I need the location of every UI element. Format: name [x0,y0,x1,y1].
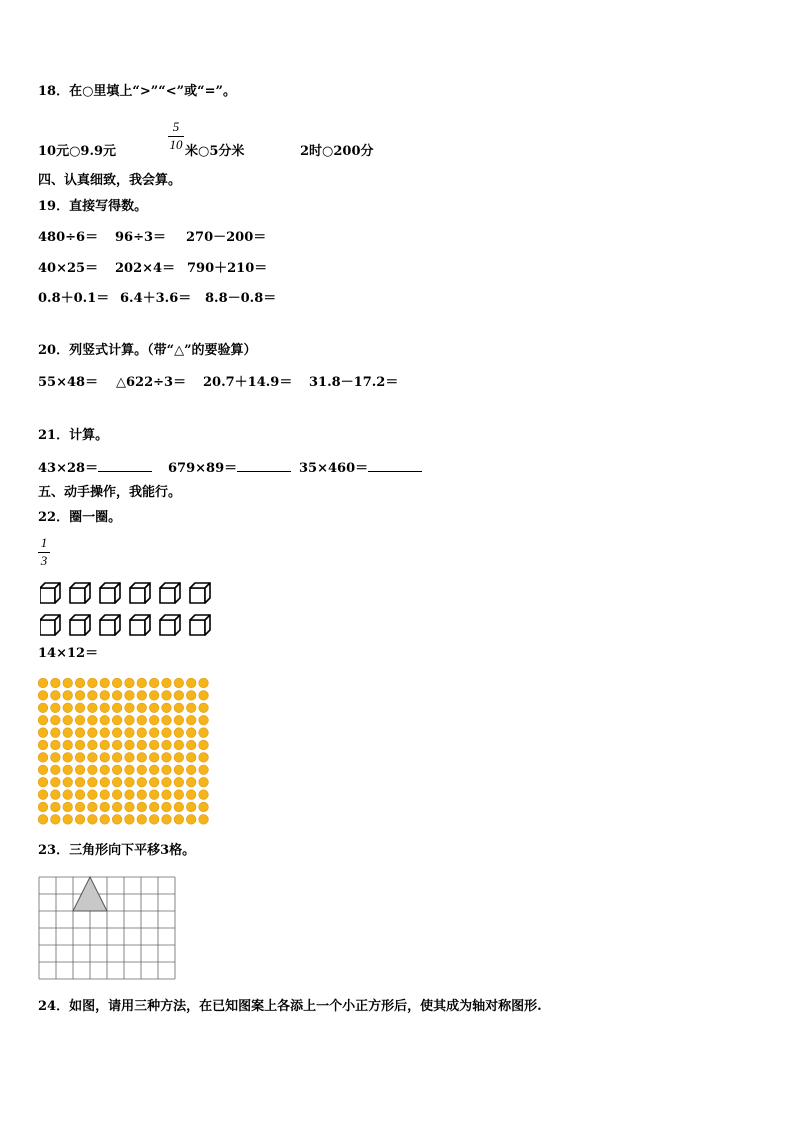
q19-r2-c2: 202×4＝ [115,261,176,276]
q19-r1-c1: 480÷6＝ [38,230,99,245]
dot-icon [112,703,122,713]
cube-icon [40,615,60,635]
dot-icon [38,728,48,738]
dot-icon [75,715,85,725]
dot-icon [162,765,172,775]
dot-icon [63,790,73,800]
dot-icon [186,715,196,725]
q21-item-3-text: 35×460＝ [299,461,369,476]
dot-icon [125,790,135,800]
dot-icon [137,703,147,713]
q21-item-2 [168,459,291,477]
dot-icon [88,678,98,688]
dot-icon [63,691,73,701]
dot-icon [38,703,48,713]
dot-icon [186,691,196,701]
dot-icon [51,802,61,812]
q20-item-3: 20.7＋14.9＝ [203,375,293,390]
dot-icon [100,740,110,750]
dot-icon [63,765,73,775]
q20-item-4: 31.8－17.2＝ [309,375,399,390]
dot-icon [112,777,122,787]
dot-icon [63,815,73,825]
q22-prompt: 22．圈一圈。 [38,510,122,525]
dot-icon [174,728,184,738]
dot-icon [149,728,159,738]
dot-icon [199,777,209,787]
dot-icon [88,790,98,800]
dot-icon [137,728,147,738]
cube-icon [160,583,180,603]
dot-icon [88,691,98,701]
dot-icon [149,715,159,725]
dot-icon [38,802,48,812]
q21-item-1-text: 43×28＝ [38,461,99,476]
dot-icon [88,777,98,787]
dot-icon [75,777,85,787]
fraction-numerator: 5 [172,119,180,134]
dot-icon [162,815,172,825]
dot-icon [186,802,196,812]
dot-icon [88,815,98,825]
q20-item-1: 55×48＝ [38,375,99,390]
dot-icon [112,715,122,725]
dot-icon [125,678,135,688]
dot-icon [199,740,209,750]
dot-icon [88,802,98,812]
dot-icon [63,753,73,763]
cube-icon [70,615,90,635]
dot-icon [75,765,85,775]
dot-icon [125,703,135,713]
dot-icon [174,815,184,825]
cube-group [40,578,230,638]
cube-icon [70,583,90,603]
dot-icon [149,802,159,812]
dot-icon [51,678,61,688]
dot-icon [51,765,61,775]
dot-icon [149,740,159,750]
dot-icon [125,691,135,701]
dot-icon [51,728,61,738]
dot-icon [88,728,98,738]
dot-icon [75,740,85,750]
q19-r2-c1: 40×25＝ [38,261,99,276]
dot-icon [186,790,196,800]
dot-icon [100,691,110,701]
dot-icon [149,815,159,825]
dot-icon [100,703,110,713]
dot-icon [38,790,48,800]
q19-r3-c3: 8.8－0.8＝ [205,291,277,306]
q18-item-1: 10元○9.9元 [38,144,117,159]
q18-item-2: 米○5分米 [185,144,245,159]
dot-icon [51,790,61,800]
dot-icon [63,802,73,812]
dot-icon [51,703,61,713]
dot-icon [174,715,184,725]
dot-icon [199,790,209,800]
dot-icon [51,815,61,825]
dot-icon [100,802,110,812]
answer-blank[interactable] [237,459,291,472]
q24-prompt: 24．如图，请用三种方法，在已知图案上各添上一个小正方形后，使其成为轴对称图形. [38,999,542,1014]
dot-icon [125,715,135,725]
q19-r1-c2: 96÷3＝ [115,230,167,245]
dot-icon [88,765,98,775]
dot-icon [112,765,122,775]
dot-icon [112,790,122,800]
dot-icon [149,753,159,763]
dot-icon [162,728,172,738]
q23-prompt: 23．三角形向下平移3格。 [38,843,196,858]
cube-icon [190,583,210,603]
dot-icon [63,777,73,787]
dot-icon [137,777,147,787]
dot-icon [149,678,159,688]
dot-icon [38,715,48,725]
dot-icon [75,753,85,763]
section-5-heading: 五、动手操作，我能行。 [38,485,182,500]
q19-r3-c1: 0.8＋0.1＝ [38,291,110,306]
dot-icon [125,815,135,825]
dot-icon [125,753,135,763]
dot-icon [162,790,172,800]
dot-icon [63,740,73,750]
dot-icon [199,728,209,738]
dot-icon [75,802,85,812]
cube-icon [160,615,180,635]
dot-icon [63,678,73,688]
dot-icon [199,802,209,812]
dot-icon [149,691,159,701]
dot-icon [88,715,98,725]
dot-icon [199,765,209,775]
dot-icon [174,691,184,701]
dot-icon [162,753,172,763]
dot-icon [100,728,110,738]
dot-icon [174,802,184,812]
dot-icon [125,802,135,812]
dot-icon [137,715,147,725]
fraction-denominator: 3 [40,553,48,568]
cube-icon [100,615,120,635]
q19-r1-c3: 270－200＝ [186,230,267,245]
dot-icon [149,765,159,775]
dot-icon [75,703,85,713]
dot-icon [174,753,184,763]
dot-icon [38,815,48,825]
dot-icon [186,815,196,825]
dot-icon [112,753,122,763]
q22-fraction [38,536,50,568]
dot-icon [88,703,98,713]
q20-prompt: 20．列竖式计算。（带“△”的要验算） [38,343,257,358]
dot-icon [186,740,196,750]
dot-icon [162,715,172,725]
dot-icon [186,765,196,775]
dot-icon [149,703,159,713]
dot-icon [199,678,209,688]
q22-dots-label: 14×12＝ [38,646,99,661]
dot-icon [162,703,172,713]
q21-item-3 [299,459,422,477]
dot-icon [100,753,110,763]
answer-blank[interactable] [98,459,152,472]
dot-icon [137,802,147,812]
dot-icon [112,728,122,738]
dot-icon [88,753,98,763]
dot-icon [75,790,85,800]
dot-icon [186,703,196,713]
dot-icon [112,691,122,701]
dot-icon [38,691,48,701]
dot-icon [162,802,172,812]
dot-icon [199,753,209,763]
fraction-denominator: 10 [169,137,183,152]
dot-icon [38,753,48,763]
q19-prompt: 19．直接写得数。 [38,199,148,214]
q21-item-1 [38,459,152,477]
dot-icon [112,815,122,825]
dot-icon [162,691,172,701]
dot-icon [51,691,61,701]
dot-icon [88,740,98,750]
dot-icon [75,815,85,825]
dot-icon [137,753,147,763]
dot-icon [38,678,48,688]
dot-icon [199,815,209,825]
dot-icon [125,728,135,738]
cube-icon [190,615,210,635]
dot-icon [63,715,73,725]
dot-icon [63,703,73,713]
dot-icon [162,740,172,750]
answer-blank[interactable] [368,459,422,472]
dot-icon [38,765,48,775]
dot-icon [137,815,147,825]
dot-icon [174,703,184,713]
dot-icon [100,815,110,825]
dot-icon [125,765,135,775]
dot-icon [100,777,110,787]
dot-icon [112,678,122,688]
dot-icon [38,777,48,787]
q21-item-2-text: 679×89＝ [168,461,238,476]
dot-icon [186,777,196,787]
dot-icon [149,790,159,800]
dot-array [37,677,213,827]
dot-icon [51,715,61,725]
dot-icon [162,678,172,688]
dot-icon [63,728,73,738]
q20-item-2: △622÷3＝ [116,375,187,390]
dot-icon [51,777,61,787]
dot-icon [149,777,159,787]
dot-icon [186,753,196,763]
dot-icon [125,777,135,787]
dot-icon [174,765,184,775]
dot-icon [100,678,110,688]
cube-icon [130,583,150,603]
dot-icon [174,777,184,787]
dot-icon [199,703,209,713]
section-4-heading: 四、认真细致，我会算。 [38,173,182,188]
dot-icon [125,740,135,750]
cube-icon [40,583,60,603]
dot-icon [199,715,209,725]
dot-icon [51,740,61,750]
translation-grid [38,876,178,982]
dot-icon [186,678,196,688]
dot-icon [162,777,172,787]
dot-icon [137,740,147,750]
fraction-numerator: 1 [40,535,48,550]
dot-icon [174,740,184,750]
q18-item-3: 2时○200分 [300,144,374,159]
q19-r2-c3: 790＋210＝ [187,261,268,276]
dot-icon [100,790,110,800]
dot-icon [112,802,122,812]
dot-icon [112,740,122,750]
dot-icon [174,790,184,800]
dot-icon [137,790,147,800]
dot-icon [75,678,85,688]
dot-icon [38,740,48,750]
dot-icon [137,678,147,688]
dot-icon [137,691,147,701]
q18-prompt: 18．在○里填上“>”“<”或“=”。 [38,84,236,99]
q18-fraction [168,120,184,152]
q19-r3-c2: 6.4＋3.6＝ [120,291,192,306]
dot-icon [75,728,85,738]
dot-icon [174,678,184,688]
cube-icon [100,583,120,603]
dot-icon [199,691,209,701]
dot-icon [100,765,110,775]
dot-icon [137,765,147,775]
dot-icon [51,753,61,763]
dot-icon [186,728,196,738]
dot-icon [100,715,110,725]
cube-icon [130,615,150,635]
q21-prompt: 21．计算。 [38,428,109,443]
dot-icon [75,691,85,701]
